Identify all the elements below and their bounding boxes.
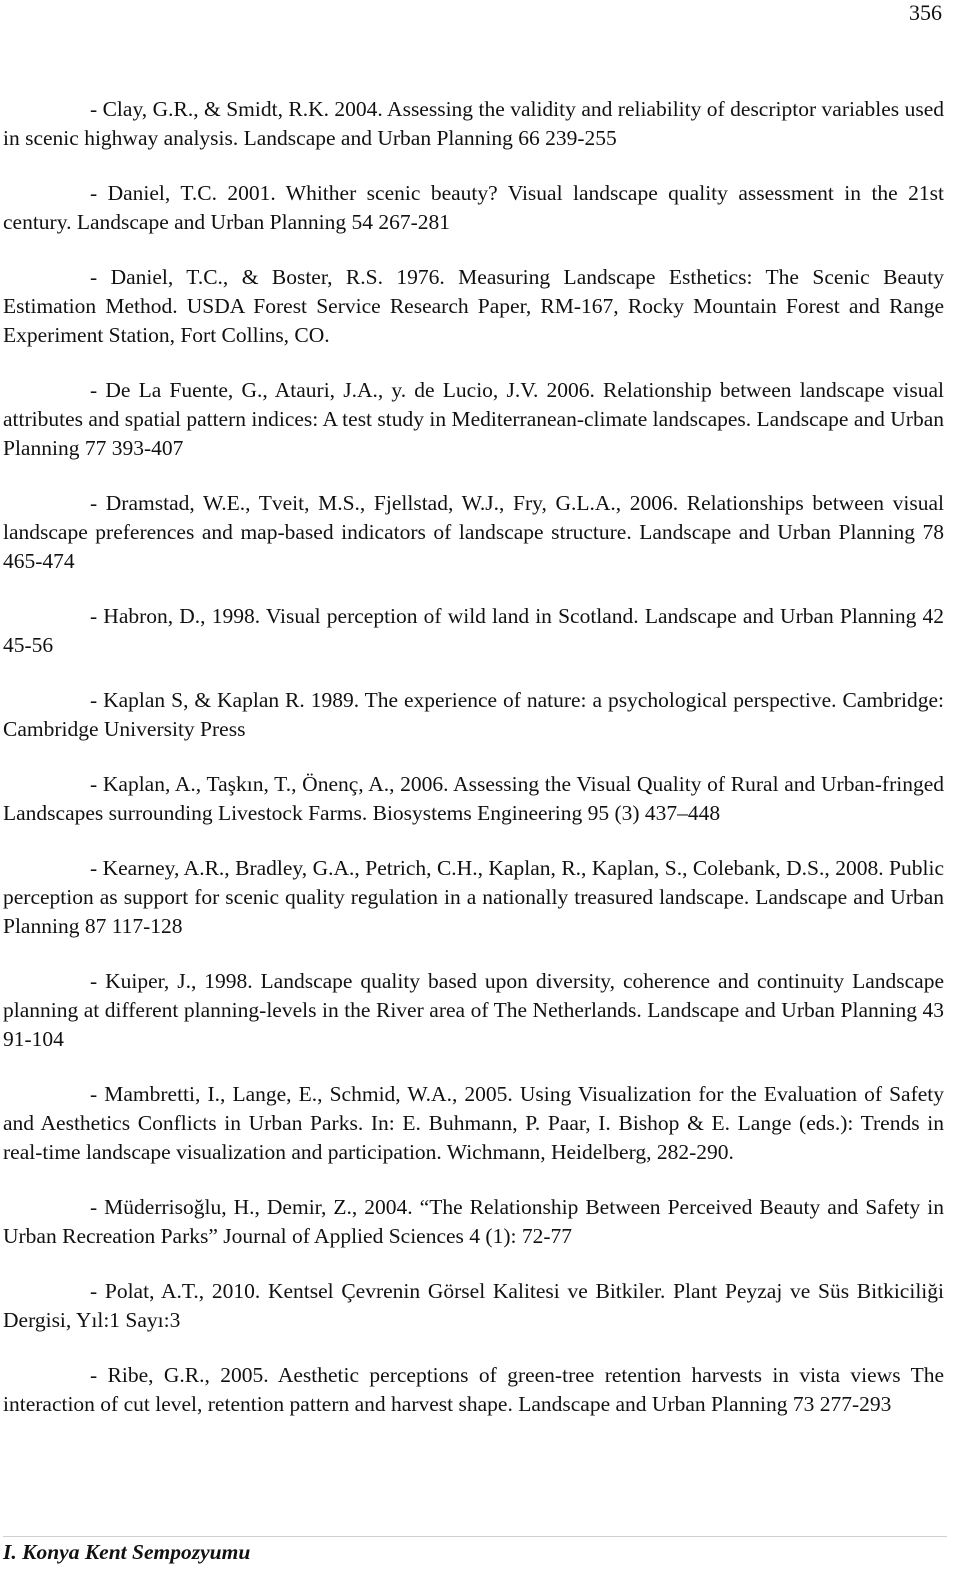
- reference-item: - Clay, G.R., & Smidt, R.K. 2004. Assessing the validity and reliability of descriptor variables used in scenic highway analysis. Landscape and Urban Planning 66 239-255: [3, 97, 944, 150]
- page-number: 356: [909, 0, 942, 25]
- reference-item: - Daniel, T.C. 2001. Whither scenic beauty? Visual landscape quality assessment in the 21st century. Landscape and Urban Planning 54 267-281: [3, 181, 944, 234]
- reference-item: - Müderrisoğlu, H., Demir, Z., 2004. “The Relationship Between Perceived Beauty and Safety in Urban Recreation Parks” Journal of Applied Sciences 4 (1): 72-77: [3, 1195, 944, 1248]
- reference-item: - Polat, A.T., 2010. Kentsel Çevrenin Görsel Kalitesi ve Bitkiler. Plant Peyzaj ve Süs Bitkiciliği Dergisi, Yıl:1 Sayı:3: [3, 1279, 944, 1332]
- reference-list: [3, 95, 944, 1445]
- reference-item: - Kaplan, A., Taşkın, T., Önenç, A., 2006. Assessing the Visual Quality of Rural and Urban-fringed Landscapes surrounding Livestock Farms. Biosystems Engineering 95 (3) 437–448: [3, 772, 944, 825]
- footer-title: I. Konya Kent Sempozyumu: [3, 1540, 251, 1564]
- reference-item: - Kaplan S, & Kaplan R. 1989. The experience of nature: a psychological perspective. Cambridge: Cambridge University Press: [3, 688, 944, 741]
- reference-item: - Kearney, A.R., Bradley, G.A., Petrich, C.H., Kaplan, R., Kaplan, S., Colebank, D.S., 2008. Public perception as support for scenic quality regulation in a nationally treasured landscape. Landscape and Urban Planning 87 117-128: [3, 856, 944, 938]
- reference-item: - De La Fuente, G., Atauri, J.A., y. de Lucio, J.V. 2006. Relationship between landscape visual attributes and spatial pattern indices: A test study in Mediterranean-climate landscapes. Landscape and Urban Planning 77 393-407: [3, 378, 944, 460]
- reference-item: - Kuiper, J., 1998. Landscape quality based upon diversity, coherence and continuity Landscape planning at different planning-levels in the River area of The Netherlands. Landscape and Urban Planning 43 91-104: [3, 969, 944, 1051]
- reference-item: - Ribe, G.R., 2005. Aesthetic perceptions of green-tree retention harvests in vista views The interaction of cut level, retention pattern and harvest shape. Landscape and Urban Planning 73 277-293: [3, 1363, 944, 1416]
- reference-item: - Habron, D., 1998. Visual perception of wild land in Scotland. Landscape and Urban Planning 42 45-56: [3, 604, 944, 657]
- reference-item: - Daniel, T.C., & Boster, R.S. 1976. Measuring Landscape Esthetics: The Scenic Beauty Estimation Method. USDA Forest Service Research Paper, RM-167, Rocky Mountain Forest and Range Experiment Station, Fort Collins, CO.: [3, 265, 944, 347]
- footer-divider: [3, 1536, 947, 1537]
- reference-item: - Dramstad, W.E., Tveit, M.S., Fjellstad, W.J., Fry, G.L.A., 2006. Relationships between visual landscape preferences and map-based indicators of landscape structure. Landscape and Urban Planning 78 465-474: [3, 491, 944, 573]
- reference-item: - Mambretti, I., Lange, E., Schmid, W.A., 2005. Using Visualization for the Evaluation of Safety and Aesthetics Conflicts in Urban Parks. In: E. Buhmann, P. Paar, I. Bishop & E. Lange (eds.): Trends in real-time landscape visualization and participation. Wichmann, Heidelberg, 282-290.: [3, 1082, 944, 1164]
